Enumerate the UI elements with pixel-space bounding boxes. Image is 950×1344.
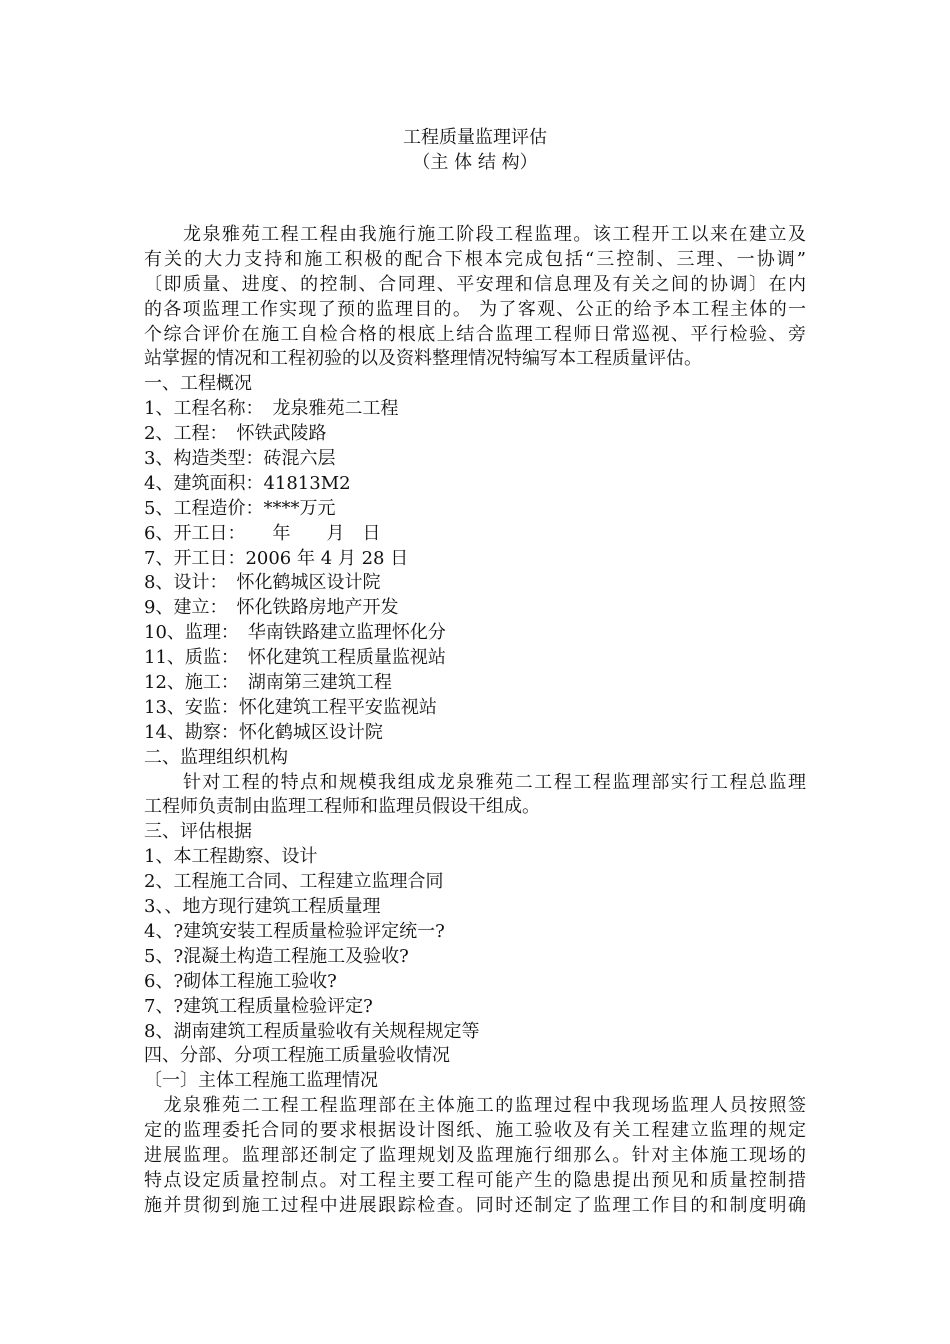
paragraph-line: 个综合评价在施工自检合格的根底上结合监理工程师日常巡视、平行检验、旁 [144,323,806,345]
list-item: 13、安监：怀化建筑工程平安监视站 [144,696,437,718]
list-item: 14、勘察：怀化鹤城区设计院 [144,721,383,743]
list-item: 11、质监： 怀化建筑工程质量监视站 [144,647,446,669]
paragraph-line: 〔即质量、进度、的控制、合同理、平安理和信息理及有关之间的协调〕在内 [144,273,806,295]
document-body [144,223,806,1219]
paragraph-line: 特点设定质量控制点。对工程主要工程可能产生的隐患提出预见和质量控制措 [144,1169,806,1191]
list-item: 8、湖南建筑工程质量验收有关规程规定等 [144,1020,480,1042]
paragraph-line: 站掌握的情况和工程初验的以及资料整理情况特编写本工程质量评估。 [144,348,702,370]
list-item: 5、工程造价：****万元 [144,497,336,519]
document-title: 工程质量监理评估 [403,127,547,148]
list-item: 10、监理： 华南铁路建立监理怀化分 [144,622,446,644]
list-item: 5、?混凝土构造工程施工及验收? [144,945,409,967]
list-item: 4、?建筑安装工程质量检验评定统一? [144,920,445,942]
paragraph-line: 龙泉雅苑二工程工程监理部在主体施工的监理过程中我现场监理人员按照签 [144,1095,806,1117]
section-heading: 二、监理组织机构 [144,746,288,768]
list-item: 2、工程施工合同、工程建立监理合同 [144,871,444,893]
section-heading: 三、评估根据 [144,821,252,843]
list-item: 4、建筑面积：41813M2 [144,472,351,494]
paragraph-line: 定的监理委托合同的要求根据设计图纸、施工验收及有关工程建立监理的规定 [144,1120,806,1142]
list-item: 6、?砌体工程施工验收? [144,970,337,992]
paragraph-line: 进展监理。监理部还制定了监理规划及监理施行细那么。针对主体施工现场的 [144,1144,806,1166]
paragraph-line: 工程师负责制由监理工程师和监理员假设干组成。 [144,796,540,818]
list-item: 2、工程： 怀铁武陵路 [144,423,327,445]
paragraph-line: 的各项监理工作实现了预的监理目的。 为了客观、公正的给予本工程主体的一 [144,298,806,320]
list-item: 9、建立： 怀化铁路房地产开发 [144,597,399,619]
paragraph-line: 施并贯彻到施工过程中进展跟踪检查。同时还制定了监理工作目的和制度明确 [144,1194,806,1216]
list-item: 7、?建筑工程质量检验评定? [144,995,373,1017]
paragraph-line: 有关的大力支持和施工积极的配合下根本完成包括“三控制、三理、一协调” [144,248,806,270]
section-heading: 四、分部、分项工程施工质量验收情况 [144,1045,450,1067]
list-item: 1、工程名称： 龙泉雅苑二工程 [144,398,399,420]
section-heading: 一、工程概况 [144,373,252,395]
subsection-heading: 〔一〕主体工程施工监理情况 [144,1070,378,1092]
list-item: 3、、地方现行建筑工程质量理 [144,896,381,918]
list-item: 3、构造类型：砖混六层 [144,448,336,470]
list-item: 12、施工： 湖南第三建筑工程 [144,672,392,694]
paragraph-line: 针对工程的特点和规模我组成龙泉雅苑二工程工程监理部实行工程总监理 [144,771,806,793]
document-subtitle: （主 体 结 构） [412,152,538,173]
list-item: 1、本工程勘察、设计 [144,846,318,868]
paragraph-line: 龙泉雅苑工程工程由我施行施工阶段工程监理。该工程开工以来在建立及 [144,224,806,245]
list-item: 6、开工日： 年 月 日 [144,522,381,544]
list-item: 8、设计： 怀化鹤城区设计院 [144,572,381,594]
list-item: 7、开工日：2006 年 4 月 28 日 [144,547,409,569]
